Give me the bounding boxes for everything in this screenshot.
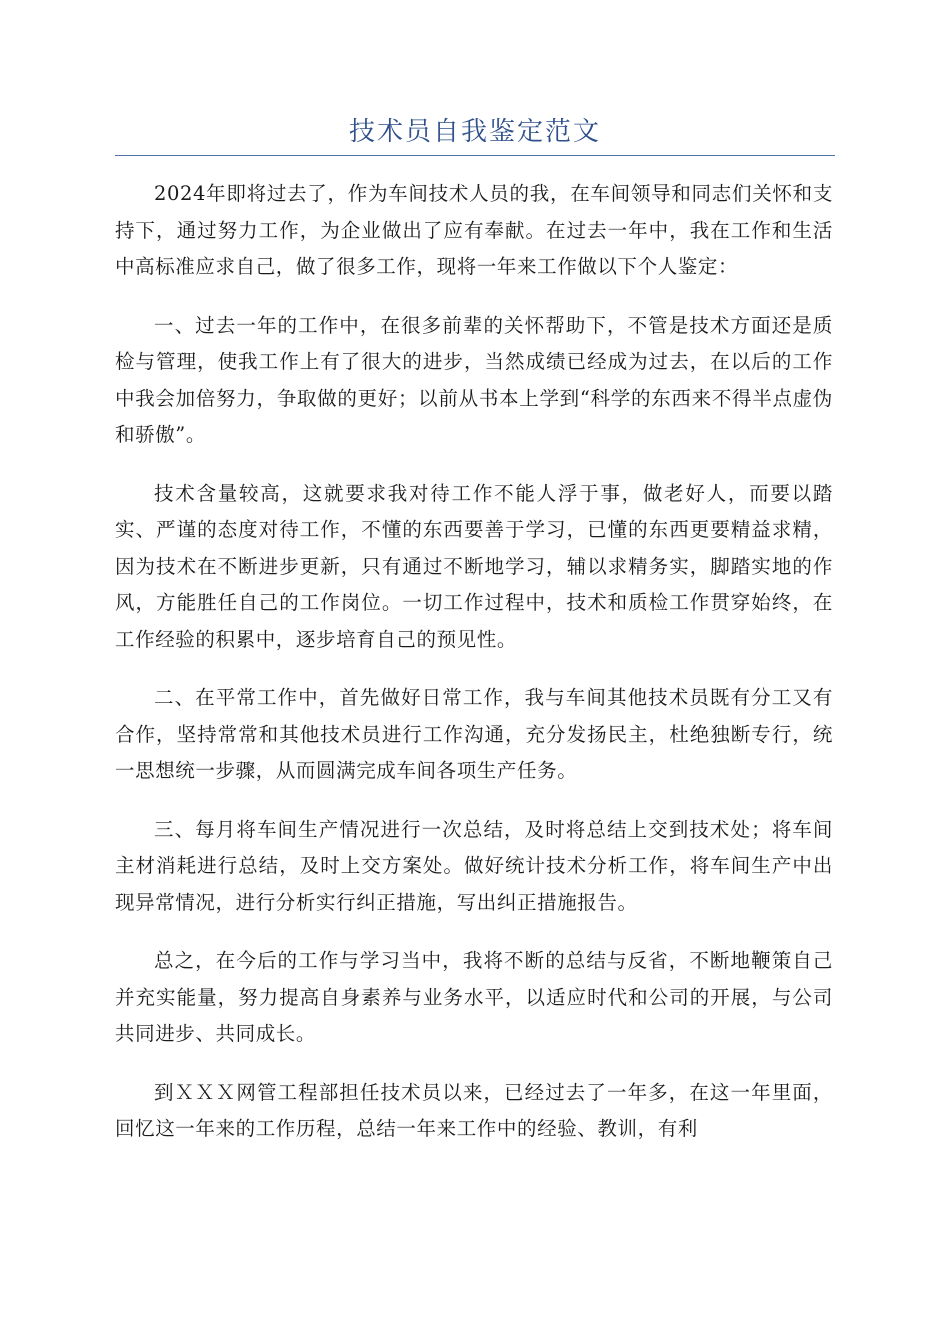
document-body [115,176,833,1170]
paragraph-section-one: 一、过去一年的工作中，在很多前辈的关怀帮助下，不管是技术方面还是质检与管理，使我工作上有了很大的进步，当然成绩已经成为过去，在以后的工作中我会加倍努力，争取做的更好；以前从书本上学到“科学的东西来不得半点虚伪和骄傲”。 [115,313,833,446]
paragraph-continuation: 到ＸＸＸ网管工程部担任技术员以来，已经过去了一年多，在这一年里面，回忆这一年来的工作历程，总结一年来工作中的经验、教训，有利 [115,1080,833,1140]
document-title: 技术员自我鉴定范文 [348,117,601,147]
paragraph-summary: 总之，在今后的工作与学习当中，我将不断的总结与反省，不断地鞭策自己并充实能量，努力提高自身素养与业务水平，以适应时代和公司的开展，与公司共同进步、共同成长。 [115,949,833,1045]
title-underline [115,155,835,156]
paragraph-intro: 2024年即将过去了，作为车间技术人员的我，在车间领导和同志们关怀和支持下，通过努力工作，为企业做出了应有奉献。在过去一年中，我在工作和生活中高标准应求自己，做了很多工作，现将一年来工作做以下个人鉴定： [115,182,833,278]
paragraph-section-three: 三、每月将车间生产情况进行一次总结，及时将总结上交到技术处；将车间主材消耗进行总结，及时上交方案处。做好统计技术分析工作，将车间生产中出现异常情况，进行分析实行纠正措施，写出纠正措施报告。 [115,817,833,914]
paragraph-section-two: 二、在平常工作中，首先做好日常工作，我与车间其他技术员既有分工又有合作，坚持常常和其他技术员进行工作沟通，充分发扬民主，杜绝独断专行，统一思想统一步骤，从而圆满完成车间各项生产任务。 [115,686,833,782]
paragraph-technical-content: 技术含量较高，这就要求我对待工作不能人浮于事，做老好人，而要以踏实、严谨的态度对待工作，不懂的东西要善于学习，已懂的东西更要精益求精，因为技术在不断进步更新，只有通过不断地学习，辅以求精务实，脚踏实地的作风，方能胜任自己的工作岗位。一切工作过程中，技术和质检工作贯穿始终，在工作经验的积累中，逐步培育自己的预见性。 [115,481,833,651]
